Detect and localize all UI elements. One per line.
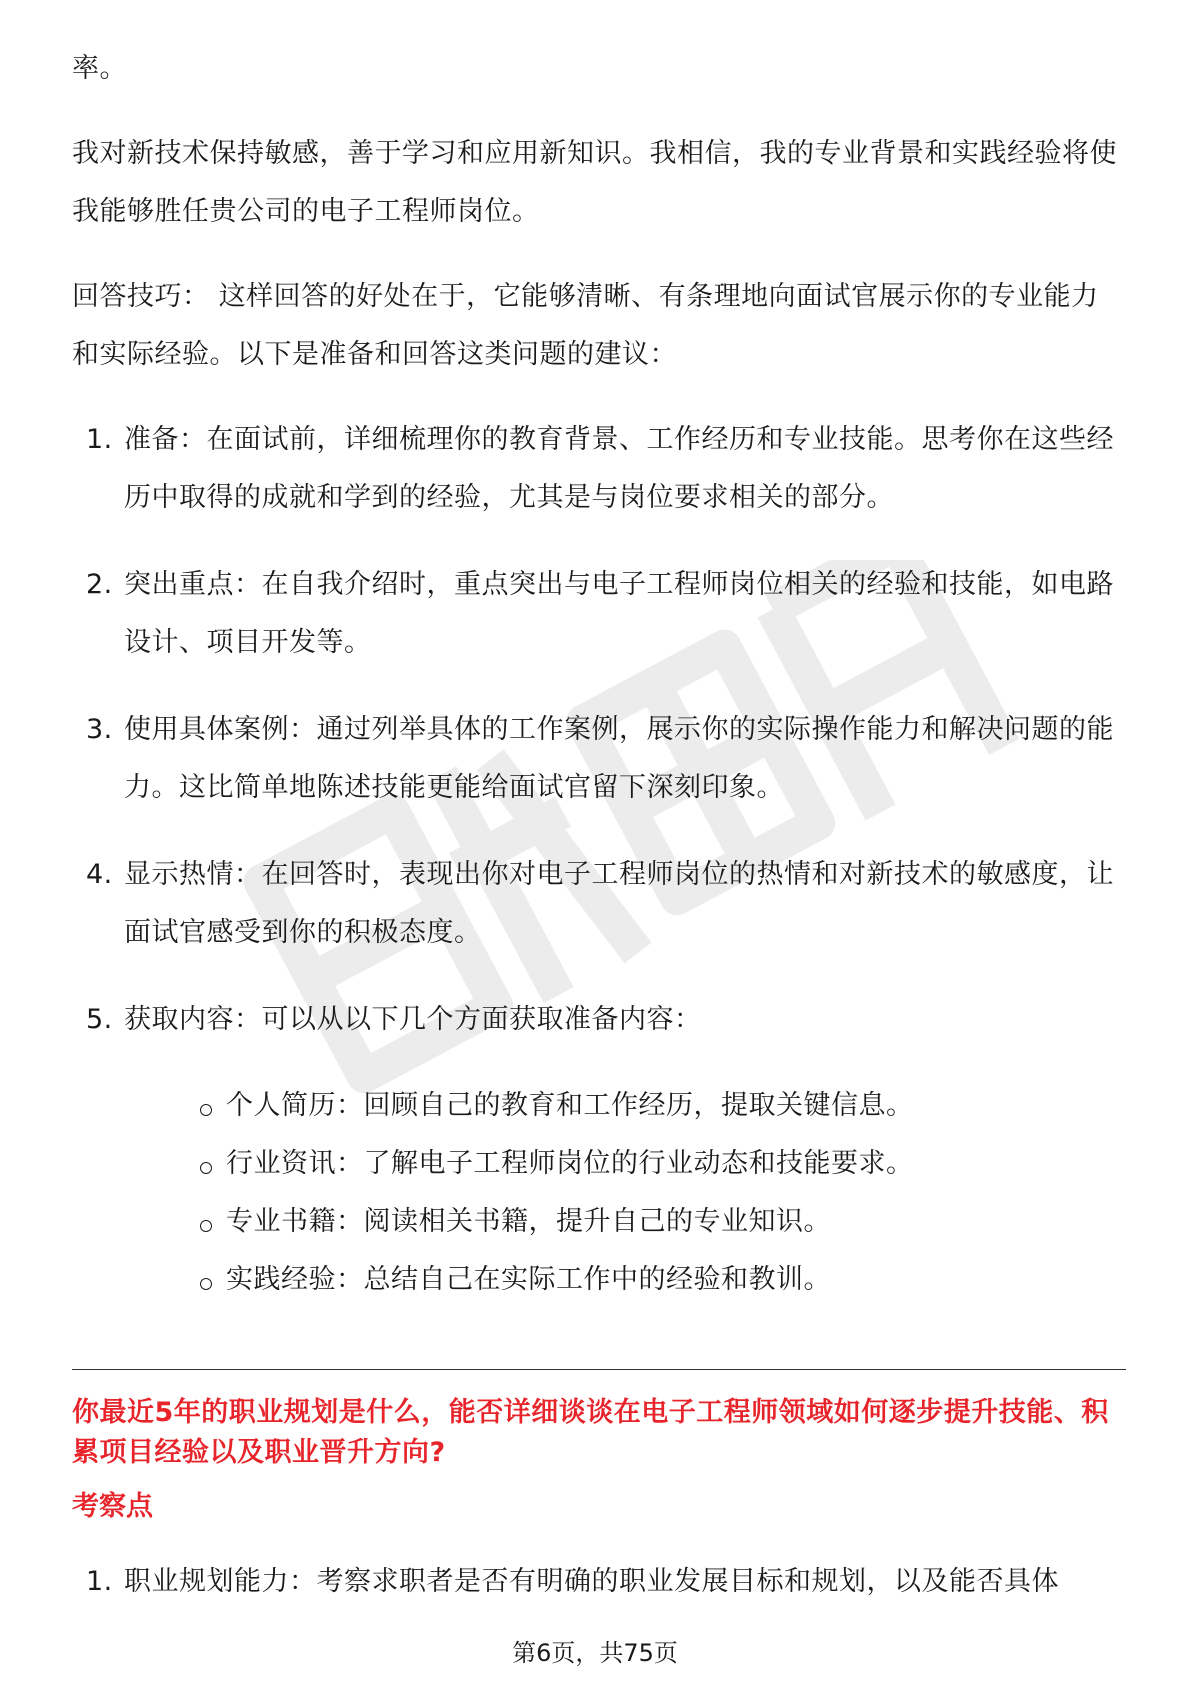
tips-intro: 回答技巧： 这样回答的好处在于，它能够清晰、有条理地向面试官展示你的专业能力和实际经验。以下是准备和回答这类问题的建议： (72, 281, 1099, 370)
intro-paragraph: 我对新技术保持敏感，善于学习和应用新知识。我相信，我的专业背景和实践经验将使我能够胜任贵公司的电子工程师岗位。 (72, 138, 1117, 227)
next-list (72, 1553, 1122, 1611)
list-item-number: 4. (86, 859, 113, 890)
page-footer: 第6页，共75页 (512, 1639, 678, 1667)
circle-bullet-icon (200, 1278, 212, 1290)
sub-list-item-text: 行业资讯：了解电子工程师岗位的行业动态和技能要求。 (226, 1148, 914, 1179)
section-divider (72, 1369, 1126, 1370)
list-item (72, 701, 1122, 817)
interview-question: 你最近5年的职业规划是什么，能否详细谈谈在电子工程师领域如何逐步提升技能、积累项目经验以及职业晋升方向? (72, 1397, 1109, 1468)
list-item-text: 突出重点：在自我介绍时，重点突出与电子工程师岗位相关的经验和技能，如电路设计、项目开发等。 (124, 569, 1114, 658)
list-item-text: 显示热情：在回答时，表现出你对电子工程师岗位的热情和对新技术的敏感度，让面试官感受到你的积极态度。 (124, 859, 1114, 948)
list-item-text: 获取内容：可以从以下几个方面获取准备内容： (124, 1004, 702, 1035)
sources-list (124, 1077, 1122, 1309)
list-item-number: 1. (86, 424, 113, 455)
list-item (72, 846, 1122, 962)
section-heading: 考察点 (72, 1491, 153, 1522)
list-item-text: 职业规划能力：考察求职者是否有明确的职业发展目标和规划，以及能否具体 (124, 1566, 1059, 1597)
list-item-number: 3. (86, 714, 113, 745)
intro-line-0: 率。 (72, 53, 127, 84)
assessment-list (72, 1553, 1122, 1611)
tips-list (72, 411, 1122, 1309)
list-item-number: 1. (86, 1566, 113, 1597)
list-item (72, 1553, 1122, 1611)
sub-list-item (124, 1077, 1122, 1135)
circle-bullet-icon (200, 1220, 212, 1232)
circle-bullet-icon (200, 1104, 212, 1116)
list-item-number: 2. (86, 569, 113, 600)
list-item (72, 411, 1122, 527)
sub-list-item-text: 个人简历：回顾自己的教育和工作经历，提取关键信息。 (226, 1090, 914, 1121)
sub-list-item (124, 1193, 1122, 1251)
list-item (72, 556, 1122, 672)
sub-list-item (124, 1251, 1122, 1309)
sub-list-item-text: 专业书籍：阅读相关书籍，提升自己的专业知识。 (226, 1206, 831, 1237)
list-item-text: 准备：在面试前，详细梳理你的教育背景、工作经历和专业技能。思考你在这些经历中取得的成就和学到的经验，尤其是与岗位要求相关的部分。 (124, 424, 1114, 513)
list-item-text: 使用具体案例：通过列举具体的工作案例，展示你的实际操作能力和解决问题的能力。这比简单地陈述技能更能给面试官留下深刻印象。 (124, 714, 1114, 803)
sub-list-item-text: 实践经验：总结自己在实际工作中的经验和教训。 (226, 1264, 831, 1295)
circle-bullet-icon (200, 1162, 212, 1174)
page-content (72, 40, 1122, 1338)
sub-list-item (124, 1135, 1122, 1193)
list-item-number: 5. (86, 1004, 113, 1035)
list-item (72, 991, 1122, 1309)
